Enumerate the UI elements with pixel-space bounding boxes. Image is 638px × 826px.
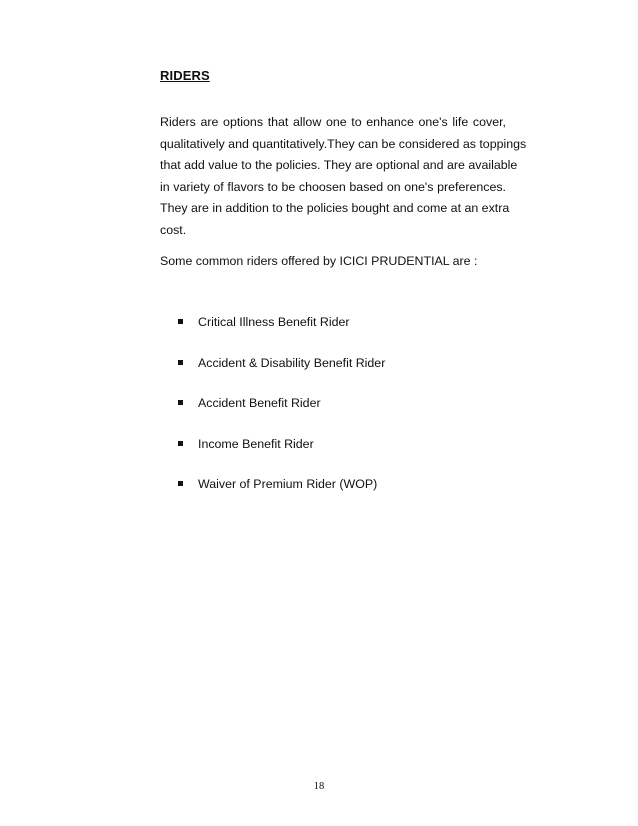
- square-bullet-icon: [178, 441, 183, 446]
- square-bullet-icon: [178, 400, 183, 405]
- page-number: 18: [313, 781, 325, 792]
- rider-name: Waiver of Premium Rider (WOP): [198, 477, 378, 491]
- paragraph-line: qualitatively and quantitatively.They can be considered as toppings: [160, 136, 527, 151]
- rider-name: Income Benefit Rider: [198, 436, 314, 451]
- rider-name: Accident & Disability Benefit Rider: [198, 355, 386, 370]
- paragraph-line: cost.: [160, 222, 187, 237]
- section-heading: RIDERS: [160, 68, 210, 83]
- paragraph-line: in variety of flavors to be choosen based on one's preferences.: [160, 179, 506, 194]
- riders-intro-text: Some common riders offered by ICICI PRUDENTIAL are :: [160, 254, 478, 268]
- riders-description-paragraph: [160, 112, 527, 242]
- square-bullet-icon: [178, 360, 183, 365]
- paragraph-line: They are in addition to the policies bought and come at an extra: [160, 201, 510, 216]
- square-bullet-icon: [178, 319, 183, 324]
- square-bullet-icon: [178, 481, 183, 486]
- paragraph-line: Riders are options that allow one to enhance one's life cover,: [160, 115, 506, 129]
- rider-name: Accident Benefit Rider: [198, 396, 321, 410]
- paragraph-line: that add value to the policies. They are optional and are available: [160, 158, 518, 173]
- rider-name: Critical Illness Benefit Rider: [198, 315, 350, 329]
